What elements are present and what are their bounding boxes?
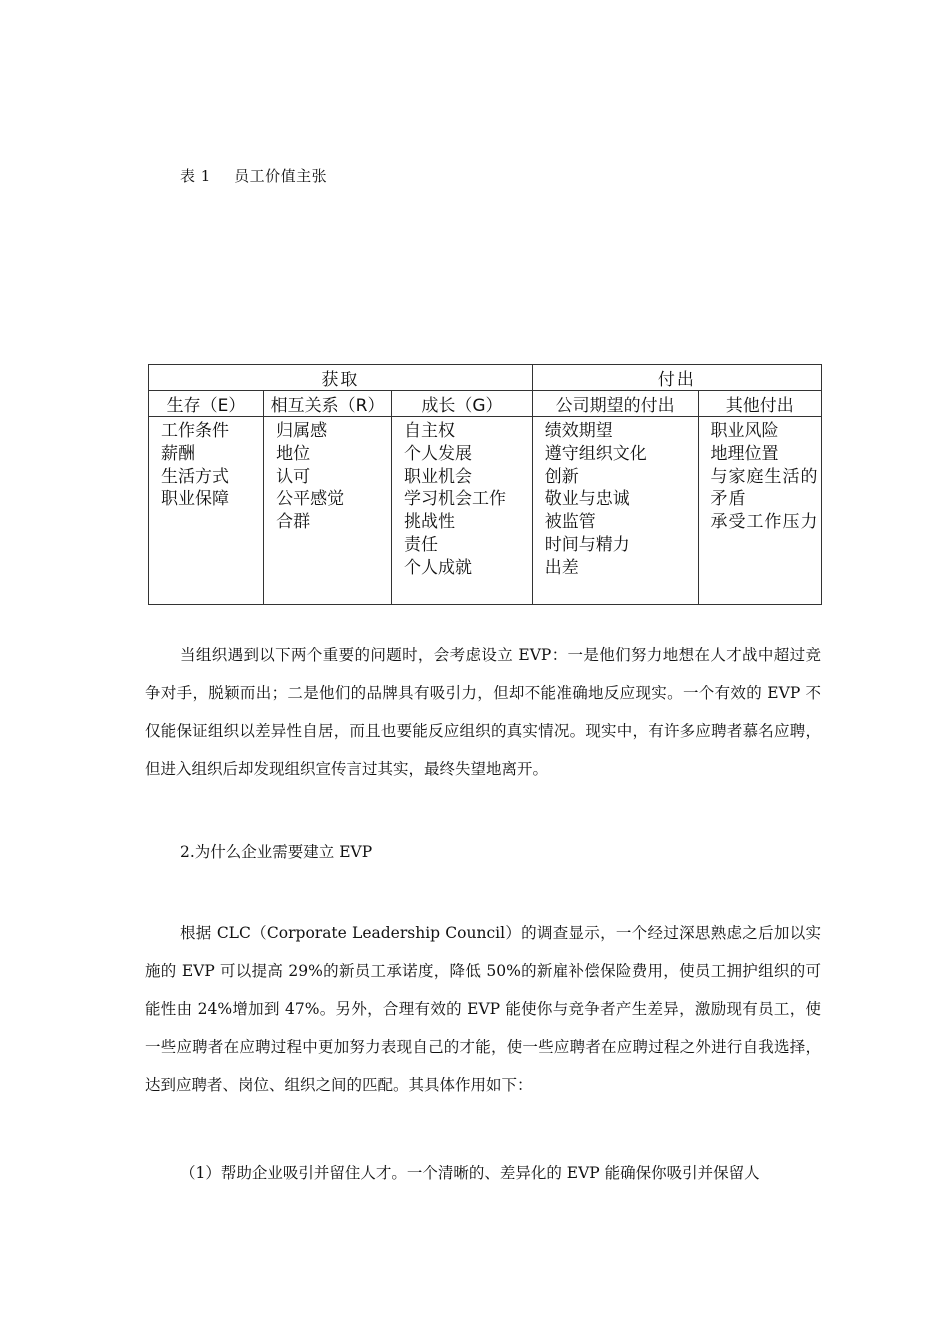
list-item: 遵守组织文化 [544, 443, 647, 464]
paragraph-item-1 [145, 1154, 821, 1192]
list-item: 归属感 [276, 421, 328, 441]
list-item: 公平感觉 [276, 489, 345, 510]
list-item: 合群 [276, 512, 311, 533]
table-caption [180, 165, 327, 186]
list-item: 地位 [276, 443, 311, 464]
list-item: 认可 [276, 466, 311, 487]
list-item: 出差 [544, 557, 579, 578]
column-header-other-costs: 其他付出 [698, 391, 821, 417]
relationship-items [264, 417, 392, 605]
column-header-relationship: 相互关系（R） [264, 391, 392, 417]
column-header-survival: 生存（E） [149, 391, 264, 417]
paragraph-text: 根据 CLC（Corporate Leadership Council）的调查显示，一个经过深思熟虑之后加以实施的 EVP 可以提高 29%的新员工承诺度，降低 50%的新雇补偿保险费用，使员工拥护组织的可能性由 24%增加到 47%。另外，合理有效的 EVP 能使你与竞争者产生差异，激励现有员工，使一些应聘者在应聘过程中更加努力表现自己的才能，使一些应聘者在应聘过程之外进行自我选择，达到应聘者、岗位、组织之间的匹配。其具体作用如下： [145, 924, 821, 1094]
list-item: 时间与精力 [544, 534, 630, 555]
growth-items [392, 417, 533, 605]
evp-table [148, 364, 822, 605]
paragraph-evp-intro [145, 636, 821, 788]
company-expectation-items [532, 417, 698, 605]
list-item: 承受工作压力 [710, 512, 819, 533]
list-item: 个人发展 [404, 443, 473, 464]
list-item: 职业机会 [404, 466, 473, 487]
list-item: 学习机会工作 [404, 489, 507, 510]
table-number: 表 1 [180, 167, 211, 185]
list-item: 创新 [544, 466, 579, 487]
list-item: 薪酬 [161, 443, 195, 464]
group-gain-header: 获取 [149, 365, 533, 391]
survival-items [149, 417, 264, 605]
list-item: 与家庭生活的矛盾 [710, 466, 819, 510]
list-item: 自主权 [404, 421, 456, 441]
column-header-company-expectation: 公司期望的付出 [532, 391, 698, 417]
list-item: 被监管 [544, 512, 596, 533]
list-item: 绩效期望 [544, 421, 613, 441]
table-header-row [149, 391, 822, 417]
list-item: 工作条件 [161, 421, 229, 441]
table-title: 员工价值主张 [234, 167, 328, 185]
list-item: 责任 [404, 534, 439, 555]
section-heading: 2.为什么企业需要建立 EVP [180, 843, 373, 861]
list-item: 职业保障 [161, 489, 229, 510]
list-item: 敬业与忠诚 [544, 489, 630, 510]
other-cost-items [698, 417, 821, 605]
list-item: 地理位置 [710, 443, 779, 464]
group-give-header: 付出 [532, 365, 821, 391]
list-item: 个人成就 [404, 557, 473, 578]
list-item: 挑战性 [404, 512, 456, 533]
paragraph-evp-reasons [145, 914, 821, 1104]
table-body-row [149, 417, 822, 605]
paragraph-text: （1）帮助企业吸引并留住人才。一个清晰的、差异化的 EVP 能确保你吸引并保留人 [180, 1164, 760, 1182]
table-group-row [149, 365, 822, 391]
list-item: 生活方式 [161, 466, 229, 487]
list-item: 职业风险 [710, 421, 779, 441]
column-header-growth: 成长（G） [392, 391, 533, 417]
paragraph-text: 当组织遇到以下两个重要的问题时，会考虑设立 EVP：一是他们努力地想在人才战中超过竞争对手，脱颖而出；二是他们的品牌具有吸引力，但却不能准确地反应现实。一个有效的 EVP 不仅能保证组织以差异性自居，而且也要能反应组织的真实情况。现实中，有许多应聘者慕名应聘，但进入组织后却发现组织宣传言过其实，最终失望地离开。 [145, 646, 821, 778]
